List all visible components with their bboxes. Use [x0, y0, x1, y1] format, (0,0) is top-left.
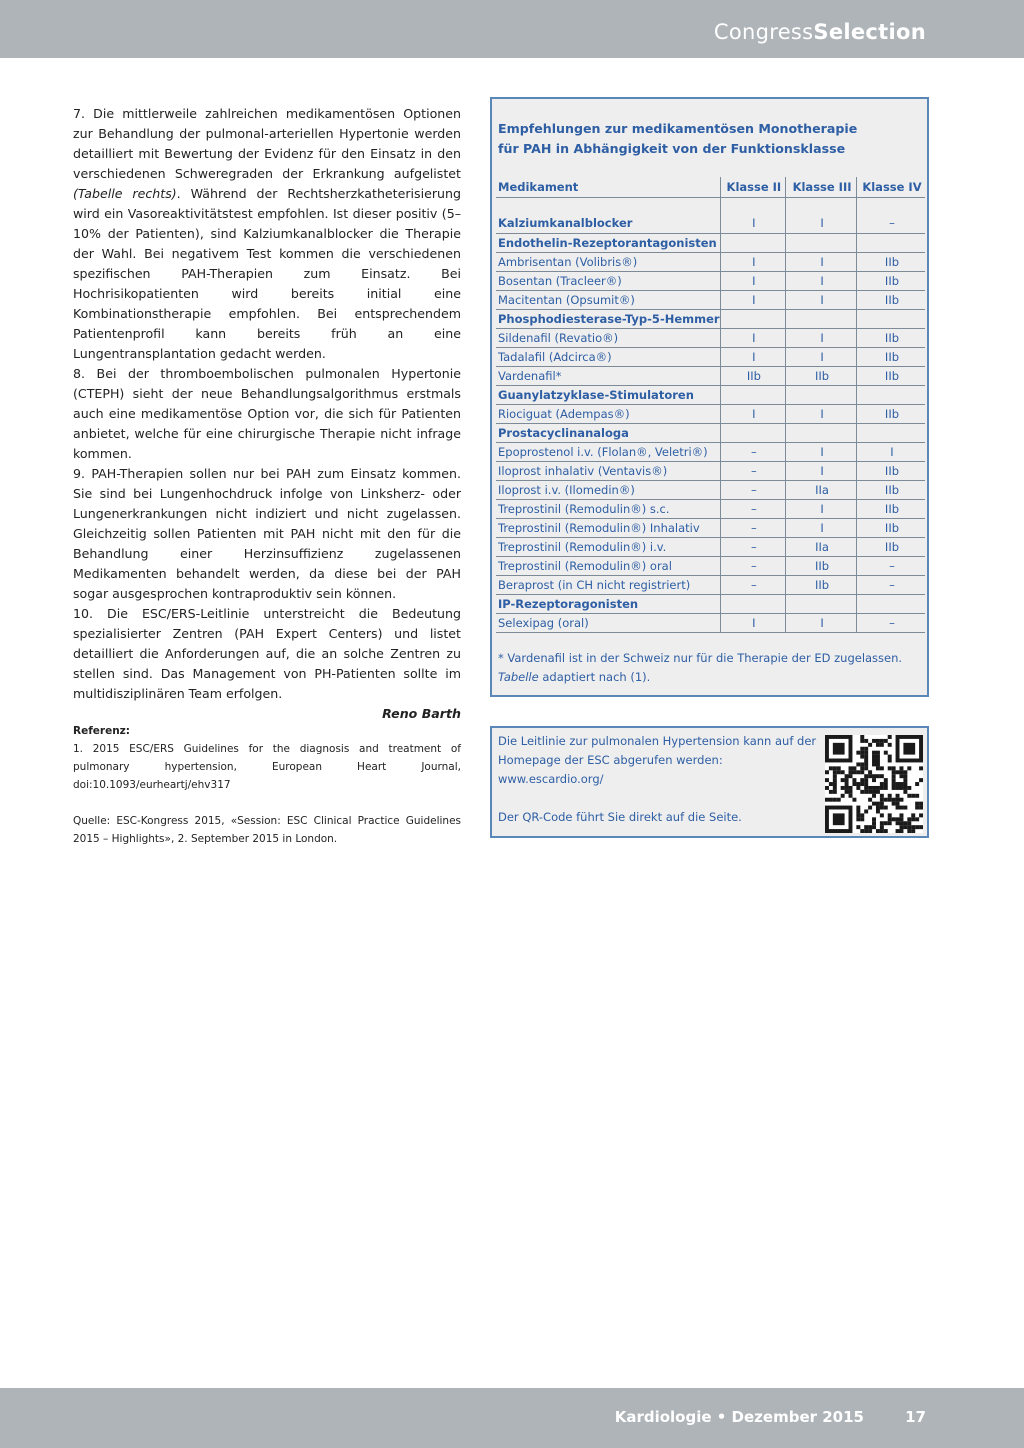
paragraph-7-text: 7. Die mittlerweile zahlreichen medikamentösen Optionen zur Behandlung der pulmonal-arteriellen Hypertonie werden detailliert mit Bewertung der Evidenz für den Einsatz in den verschiedenen Schweregraden der Erkrankung aufgelistet	[73, 106, 461, 181]
cell-klasse-iii: I	[786, 442, 857, 461]
cell-klasse-ii	[720, 423, 786, 442]
table-header-row	[496, 177, 925, 197]
cell-medikament: Epoprostenol i.v. (Flolan®, Veletri®)	[496, 442, 720, 461]
table-title	[498, 119, 918, 159]
cell-klasse-iv	[856, 423, 925, 442]
cell-klasse-ii: IIb	[720, 366, 786, 385]
table-category-row	[496, 214, 925, 233]
table-row	[496, 404, 925, 423]
references	[73, 722, 461, 848]
cell-klasse-ii: –	[720, 442, 786, 461]
cell-klasse-iv	[856, 594, 925, 613]
qr-text-line-4: Der QR-Code führt Sie direkt auf die Seite.	[498, 810, 742, 824]
brand-light: Congress	[713, 20, 814, 44]
paragraph-7	[73, 104, 461, 364]
cell-klasse-iv: –	[856, 556, 925, 575]
footer-journal: Kardiologie • Dezember 2015	[614, 1408, 864, 1426]
table-category-row	[496, 233, 925, 252]
cell-klasse-ii: –	[720, 499, 786, 518]
medication-table	[496, 177, 925, 633]
qr-info-text	[498, 732, 818, 827]
cell-klasse-iv	[856, 385, 925, 404]
table-source	[498, 668, 924, 687]
table-row	[496, 366, 925, 385]
brand-bold: Selection	[813, 20, 926, 44]
brand-logo	[714, 20, 926, 44]
table-row	[496, 442, 925, 461]
cell-klasse-iii: I	[786, 404, 857, 423]
paragraph-10: 10. Die ESC/ERS-Leitlinie unterstreicht die Bedeutung spezialisierter Zentren (PAH Expert Centers) und listet detailliert die Anforderungen auf, die an solche Zentren zu stellen sind. Das Management von PH-Patienten sollte im multidisziplinären Team erfolgen.	[73, 606, 461, 701]
cell-klasse-iii: I	[786, 499, 857, 518]
table-source-rest: adaptiert nach (1).	[538, 670, 651, 684]
qr-text-line-2: Homepage der ESC abgerufen werden:	[498, 753, 723, 767]
recommendation-table-box	[490, 97, 929, 697]
header-klasse-ii: Klasse II	[720, 177, 786, 197]
cell-klasse-iv: IIb	[856, 252, 925, 271]
paragraph-8: 8. Bei der thromboembolischen pulmonalen Hypertonie (CTEPH) sieht der neue Behandlungsalgorithmus erstmals auch eine medikamentöse Option vor, die sich für Patienten anbietet, welche für eine chirurgische Therapie nicht infrage kommen.	[73, 366, 461, 461]
source-note: Quelle: ESC-Kongress 2015, «Session: ESC Clinical Practice Guidelines 2015 – Highlights», 2. September 2015 in London.	[73, 815, 461, 845]
cell-klasse-iii: I	[786, 328, 857, 347]
table-row	[496, 328, 925, 347]
cell-klasse-iii: I	[786, 214, 857, 233]
header-bar	[0, 0, 1024, 58]
cell-klasse-iii	[786, 385, 857, 404]
cell-klasse-ii: I	[720, 613, 786, 632]
cell-medikament: IP-Rezeptoragonisten	[496, 594, 720, 613]
paragraph-9: 9. PAH-Therapien sollen nur bei PAH zum Einsatz kommen. Sie sind bei Lungenhochdruck infolge von Linksherz- oder Lungenerkrankungen nicht indiziert und nicht zugelassen. Gleichzeitig sollen Patienten mit PAH nicht mit den für die Behandlung einer Herzinsuffizienz zugelassenen Medikamenten behandelt werden, da diese bei der PAH sogar ausgesprochen kontraproduktiv sein können.	[73, 466, 461, 601]
table-row	[496, 556, 925, 575]
cell-klasse-ii: –	[720, 480, 786, 499]
cell-klasse-iii	[786, 309, 857, 328]
cell-klasse-iii: I	[786, 461, 857, 480]
cell-klasse-ii: –	[720, 537, 786, 556]
cell-klasse-iv: IIb	[856, 366, 925, 385]
cell-klasse-iv: IIb	[856, 537, 925, 556]
table-row	[496, 347, 925, 366]
table-title-line-2: für PAH in Abhängigkeit von der Funktionsklasse	[498, 141, 846, 156]
cell-medikament: Treprostinil (Remodulin®) Inhalativ	[496, 518, 720, 537]
footer-bar	[0, 1388, 1024, 1448]
cell-klasse-ii: –	[720, 461, 786, 480]
cell-klasse-iv: IIb	[856, 271, 925, 290]
paragraph-7-italic: (Tabelle rechts)	[73, 186, 177, 201]
article-body	[73, 104, 461, 724]
cell-klasse-iv: –	[856, 575, 925, 594]
qr-code-icon[interactable]	[825, 735, 923, 833]
table-row	[496, 461, 925, 480]
qr-info-box	[490, 726, 929, 838]
cell-klasse-iii: I	[786, 518, 857, 537]
cell-medikament: Prostacyclinanaloga	[496, 423, 720, 442]
article-column	[73, 104, 461, 724]
cell-klasse-iii: IIb	[786, 575, 857, 594]
esc-url-link[interactable]: www.escardio.org/	[498, 772, 604, 786]
table-row	[496, 290, 925, 309]
cell-klasse-iii: IIb	[786, 556, 857, 575]
cell-klasse-iii: I	[786, 347, 857, 366]
table-row	[496, 499, 925, 518]
cell-klasse-iv: IIb	[856, 404, 925, 423]
cell-klasse-ii: I	[720, 271, 786, 290]
cell-klasse-ii	[720, 594, 786, 613]
cell-medikament: Vardenafil*	[496, 366, 720, 385]
cell-medikament: Iloprost i.v. (Ilomedin®)	[496, 480, 720, 499]
cell-medikament: Treprostinil (Remodulin®) oral	[496, 556, 720, 575]
cell-medikament: Treprostinil (Remodulin®) s.c.	[496, 499, 720, 518]
cell-klasse-ii: I	[720, 347, 786, 366]
cell-klasse-iv: IIb	[856, 290, 925, 309]
cell-klasse-iii: IIa	[786, 537, 857, 556]
cell-klasse-ii: –	[720, 575, 786, 594]
table-source-italic: Tabelle	[498, 670, 539, 684]
cell-klasse-iii: I	[786, 252, 857, 271]
cell-klasse-ii	[720, 385, 786, 404]
table-row	[496, 613, 925, 632]
cell-klasse-iv	[856, 309, 925, 328]
table-row	[496, 518, 925, 537]
cell-klasse-iv: IIb	[856, 499, 925, 518]
cell-klasse-iv: IIb	[856, 480, 925, 499]
cell-klasse-iv: IIb	[856, 461, 925, 480]
cell-klasse-ii	[720, 233, 786, 252]
cell-medikament: Treprostinil (Remodulin®) i.v.	[496, 537, 720, 556]
header-klasse-iv: Klasse IV	[856, 177, 925, 197]
cell-klasse-ii	[720, 309, 786, 328]
cell-klasse-iv: IIb	[856, 518, 925, 537]
cell-klasse-iv: IIb	[856, 347, 925, 366]
qr-text-gap	[498, 789, 818, 808]
cell-medikament: Bosentan (Tracleer®)	[496, 271, 720, 290]
cell-medikament: Selexipag (oral)	[496, 613, 720, 632]
cell-medikament: Ambrisentan (Volibris®)	[496, 252, 720, 271]
table-row	[496, 271, 925, 290]
cell-klasse-iii: IIa	[786, 480, 857, 499]
cell-klasse-iii: I	[786, 290, 857, 309]
cell-medikament: Guanylatzyklase-Stimulatoren	[496, 385, 720, 404]
header-klasse-iii: Klasse III	[786, 177, 857, 197]
cell-klasse-iii	[786, 423, 857, 442]
table-category-row	[496, 594, 925, 613]
cell-klasse-ii: –	[720, 556, 786, 575]
table-category-row	[496, 385, 925, 404]
qr-text-line-1: Die Leitlinie zur pulmonalen Hypertension kann auf der	[498, 734, 817, 748]
cell-klasse-iii	[786, 594, 857, 613]
cell-klasse-ii: I	[720, 328, 786, 347]
cell-medikament: Iloprost inhalativ (Ventavis®)	[496, 461, 720, 480]
cell-klasse-ii: I	[720, 290, 786, 309]
cell-klasse-iii: IIb	[786, 366, 857, 385]
table-footnote: * Vardenafil ist in der Schweiz nur für die Therapie der ED zugelassen.	[498, 651, 903, 665]
table-category-row	[496, 423, 925, 442]
table-row	[496, 575, 925, 594]
table-title-line-1: Empfehlungen zur medikamentösen Monotherapie	[498, 121, 858, 136]
cell-klasse-ii: I	[720, 404, 786, 423]
cell-medikament: Riociguat (Adempas®)	[496, 404, 720, 423]
cell-medikament: Kalziumkanalblocker	[496, 214, 720, 233]
references-title: Referenz:	[73, 725, 130, 737]
cell-klasse-iv: IIb	[856, 328, 925, 347]
cell-klasse-iii: I	[786, 613, 857, 632]
table-row	[496, 537, 925, 556]
cell-medikament: Macitentan (Opsumit®)	[496, 290, 720, 309]
table-row	[496, 252, 925, 271]
cell-klasse-iii: I	[786, 271, 857, 290]
paragraph-7-rest: . Während der Rechtsherzkatheterisierung wird ein Vasoreaktivitätstest empfohlen. Ist dieser positiv (5–10% der Patienten), sind Kalziumkanalblocker die Therapie der Wahl. Bei negativem Test kommen die verschiedenen spezifischen PAH-Therapien zum Einsatz. Bei Hochrisikopatienten wird bereits initial eine Kombinationstherapie empfohlen. Bei entsprechendem Patientenprofil kann bereits früh an eine Lungentransplantation gedacht werden.	[73, 186, 461, 361]
cell-medikament: Tadalafil (Adcirca®)	[496, 347, 720, 366]
page-number: 17	[905, 1408, 926, 1426]
table-spacer-row	[496, 197, 925, 214]
cell-medikament: Sildenafil (Revatio®)	[496, 328, 720, 347]
table-row	[496, 480, 925, 499]
cell-medikament: Beraprost (in CH nicht registriert)	[496, 575, 720, 594]
cell-klasse-iv	[856, 233, 925, 252]
table-notes	[498, 649, 924, 687]
cell-klasse-iii	[786, 233, 857, 252]
cell-klasse-ii: I	[720, 252, 786, 271]
cell-medikament: Phosphodiesterase-Typ-5-Hemmer	[496, 309, 720, 328]
table-body	[496, 197, 925, 632]
cell-klasse-iv: –	[856, 613, 925, 632]
cell-klasse-iv: I	[856, 442, 925, 461]
header-medikament: Medikament	[496, 177, 720, 197]
cell-klasse-iv: –	[856, 214, 925, 233]
cell-klasse-ii: –	[720, 518, 786, 537]
table-category-row	[496, 309, 925, 328]
reference-1: 1. 2015 ESC/ERS Guidelines for the diagnosis and treatment of pulmonary hypertension, European Heart Journal, doi:10.1093/eurheartj/ehv317	[73, 743, 461, 791]
author: Reno Barth	[382, 706, 461, 721]
cell-medikament: Endothelin-Rezeptorantagonisten	[496, 233, 720, 252]
cell-klasse-ii: I	[720, 214, 786, 233]
